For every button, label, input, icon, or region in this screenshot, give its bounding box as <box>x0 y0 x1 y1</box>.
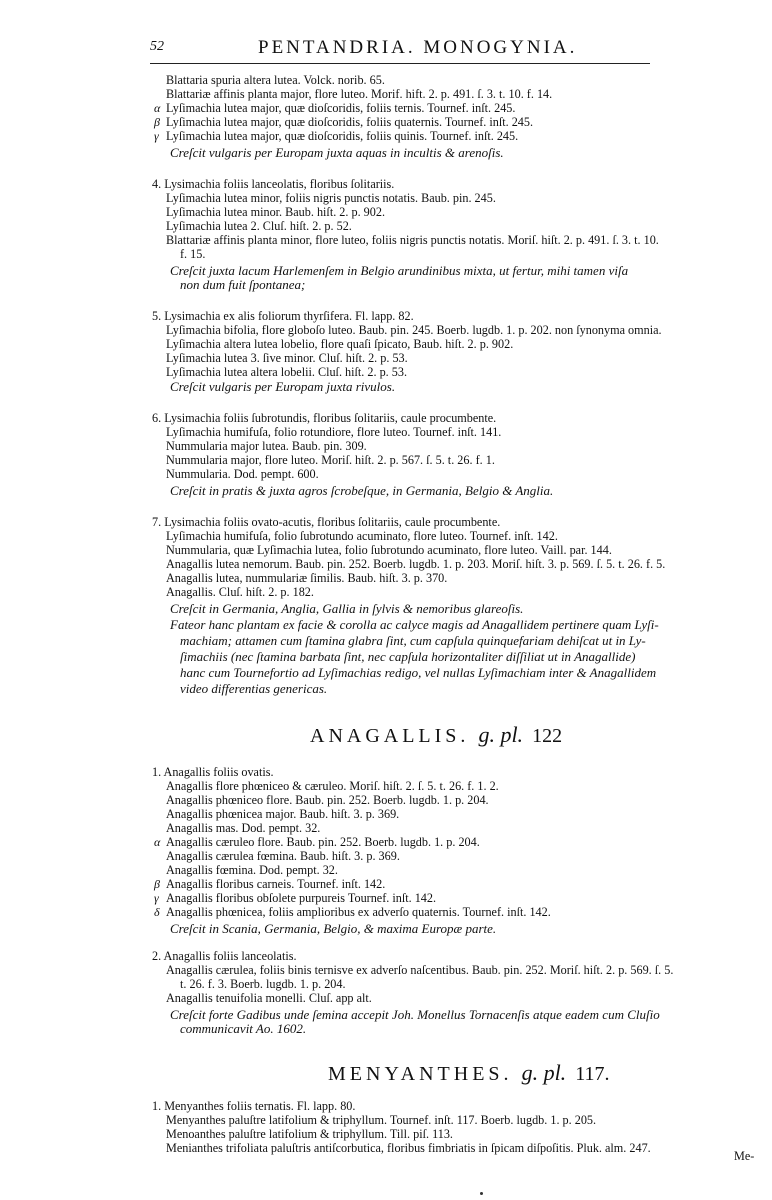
entry-line: Lyſimachia lutea minor. Baub. hiſt. 2. p. 902. <box>166 205 386 219</box>
entry-line: Lyſimachia lutea 2. Cluſ. hiſt. 2. p. 52. <box>166 219 352 233</box>
entry-line: Anagallis. Cluſ. hiſt. 2. p. 182. <box>166 585 314 599</box>
species-heading: 6. Lysimachia foliis ſubrotundis, floribus ſolitariis, caule procumbente. <box>152 411 497 425</box>
note-line: machiam; attamen cum ſtamina glabra ſint, cum capſula quinquefariam dehiſcat ut in Ly- <box>180 633 646 648</box>
entry-line: Nummularia, quæ Lyſimachia lutea, folio ſubrotundo acuminato, flore luteo. Vaill. par. 144. <box>166 543 612 557</box>
habitat-line: non dum fuit ſpontanea; <box>180 277 306 292</box>
species-heading: 1. Anagallis foliis ovatis. <box>152 765 274 779</box>
note-line: video differentias genericas. <box>180 681 328 696</box>
entry-line: Anagallis phœnicea major. Baub. hiſt. 3. p. 369. <box>166 807 400 821</box>
entry-line: Nummularia major lutea. Baub. pin. 309. <box>166 439 367 453</box>
entry-line: Lyſimachia humifuſa, folio ſubrotundo acuminato, flore luteo. Tournef. inſt. 142. <box>166 529 558 543</box>
genus-name: ANAGALLIS. <box>310 725 470 747</box>
entry-line: t. 26. f. 3. Boerb. lugdb. 1. p. 204. <box>180 977 346 991</box>
entry-line: Lyſimachia humifuſa, folio rotundiore, flore luteo. Tournef. inſt. 141. <box>166 425 502 439</box>
habitat-line: Creſcit in pratis & juxta agros ſcrobeſque, in Germania, Belgio & Anglia. <box>170 483 554 498</box>
entry-line: Anagallis cærulea fœmina. Baub. hiſt. 3. p. 369. <box>166 849 400 863</box>
entry-line: Anagallis cæruleo flore. Baub. pin. 252. Boerb. lugdb. 1. p. 204. <box>166 835 480 849</box>
species-heading: 4. Lysimachia foliis lanceolatis, floribus ſolitariis. <box>152 177 395 191</box>
species-heading: 1. Menyanthes foliis ternatis. Fl. lapp. 80. <box>152 1099 356 1113</box>
variety-marker-delta: δ <box>154 905 160 919</box>
entry-line: Anagallis tenuifolia monelli. Cluſ. app alt. <box>166 991 372 1005</box>
entry-line: Anagallis flore phœniceo & cæruleo. Moriſ. hiſt. 2. ſ. 5. t. 26. f. 1. 2. <box>166 779 499 793</box>
habitat-line: Creſcit in Germania, Anglia, Gallia in ſylvis & nemoribus glareoſis. <box>170 601 524 616</box>
genus-ref: g. pl. <box>521 1060 567 1085</box>
variety-marker-alpha: α <box>154 835 161 849</box>
species-heading: 7. Lysimachia foliis ovato-acutis, floribus ſolitariis, caule procumbente. <box>152 515 501 529</box>
entry-line: Menoanthes paluſtre latifolium & triphyllum. Till. piſ. 113. <box>166 1127 453 1141</box>
entry-line: Blattaria spuria altera lutea. Volck. norib. 65. <box>166 73 385 87</box>
genus-number: 117. <box>575 1063 610 1085</box>
species-heading: 5. Lysimachia ex alis foliorum thyrſifera. Fl. lapp. 82. <box>152 309 414 323</box>
entry-line: Anagallis phœnicea, foliis amplioribus ex adverſo quaternis. Tournef. inſt. 142. <box>166 905 551 919</box>
genus-number: 122 <box>532 725 563 747</box>
note-line: hanc cum Tournefortio ad Lyſimachias redigo, vel nullas Lyſimachiam inter & Anagallidem <box>180 665 657 680</box>
entry-line: f. 15. <box>180 247 206 261</box>
entry-line: Lyſimachia lutea major, quæ dioſcoridis, foliis ternis. Tournef. inſt. 245. <box>166 101 516 115</box>
entry-line: Blattariæ affinis planta major, flore luteo. Morif. hift. 2. p. 491. ſ. 3. t. 10. f. 14. <box>166 87 553 101</box>
genus-ref: g. pl. <box>478 722 524 747</box>
entry-line: Anagallis floribus carneis. Tournef. inſt. 142. <box>166 877 386 891</box>
entry-line: Menyanthes paluſtre latifolium & triphyllum. Tournef. inſt. 117. Boerb. lugdb. 1. p. 205. <box>166 1113 597 1127</box>
genus-heading-anagallis <box>310 724 562 746</box>
habitat-line: Creſcit forte Gadibus unde ſemina accepit Joh. Monellus Tornacenſis atque eadem cum Cluſio <box>170 1007 660 1022</box>
variety-marker-alpha: α <box>154 101 161 115</box>
entry-line: Nummularia. Dod. pempt. 600. <box>166 467 319 481</box>
catchword: Me- <box>734 1149 755 1163</box>
variety-marker-gamma: γ <box>154 891 159 905</box>
entry-line: Anagallis lutea nemorum. Baub. pin. 252. Boerb. lugdb. 1. p. 203. Moriſ. hiſt. 3. p. 569. ſ. 5. t. 26. f. 5. <box>166 557 666 571</box>
habitat-line: Creſcit vulgaris per Europam juxta rivulos. <box>170 379 396 394</box>
genus-heading-menyanthes <box>328 1062 609 1084</box>
entry-line: Anagallis fœmina. Dod. pempt. 32. <box>166 863 338 877</box>
entry-line: Lyſimachia lutea altera lobelii. Cluſ. hiſt. 2. p. 53. <box>166 365 407 379</box>
page-speck <box>480 1192 483 1195</box>
running-title: PENTANDRIA. MONOGYNIA. <box>258 37 578 58</box>
entry-line: Lyſimachia bifolia, flore globoſo luteo. Baub. pin. 245. Boerb. lugdb. 1. p. 202. non ſynonyma omnia. <box>166 323 662 337</box>
entry-line: Anagallis lutea, nummulariæ ſimilis. Baub. hiſt. 3. p. 370. <box>166 571 448 585</box>
header-rule <box>150 63 650 64</box>
habitat-line: Creſcit juxta lacum Harlemenſem in Belgio arundinibus mixta, ut fertur, mihi tamen viſa <box>170 263 629 278</box>
note-line: Fateor hanc plantam ex facie & corolla ac calyce magis ad Anagallidem pertinere quam Lyſi- <box>170 617 659 632</box>
entry-line: Anagallis floribus obſolete purpureis Tournef. inſt. 142. <box>166 891 437 905</box>
entry-line: Anagallis mas. Dod. pempt. 32. <box>166 821 321 835</box>
entry-line: Nummularia major, flore luteo. Moriſ. hiſt. 2. p. 567. ſ. 5. t. 26. f. 1. <box>166 453 495 467</box>
species-heading: 2. Anagallis foliis lanceolatis. <box>152 949 297 963</box>
habitat-line: communicavit Ao. 1602. <box>180 1021 307 1036</box>
genus-name: MENYANTHES. <box>328 1063 513 1085</box>
entry-line: Lyſimachia lutea major, quæ dioſcoridis, foliis quinis. Tournef. inſt. 245. <box>166 129 519 143</box>
habitat-line: Creſcit vulgaris per Europam juxta aquas in incultis & arenoſis. <box>170 145 504 160</box>
entry-line: Blattariæ affinis planta minor, flore luteo, foliis nigris punctis notatis. Moriſ. hiſt. 2. p. 491. ſ. 3. t. 10. <box>166 233 659 247</box>
habitat-line: Creſcit in Scania, Germania, Belgio, & maxima Europæ parte. <box>170 921 497 936</box>
entry-line: Lyſimachia lutea 3. ſive minor. Cluſ. hiſt. 2. p. 53. <box>166 351 408 365</box>
entry-line: Anagallis cærulea, foliis binis ternisve ex adverſo naſcentibus. Baub. pin. 252. Moriſ. hiſt. 2. p. 569. ſ. 5. <box>166 963 674 977</box>
entry-line: Lyſimachia lutea minor, foliis nigris punctis notatis. Baub. pin. 245. <box>166 191 496 205</box>
variety-marker-beta: β <box>154 115 160 129</box>
variety-marker-gamma: γ <box>154 129 159 143</box>
variety-marker-beta: β <box>154 877 160 891</box>
entry-line: Menianthes trifoliata paluſtris antiſcorbutica, floribus fimbriatis in ſpicam diſpoſitis. Pluk. alm. 247. <box>166 1141 651 1155</box>
entry-line: Lyſimachia lutea major, quæ dioſcoridis, foliis quaternis. Tournef. inſt. 245. <box>166 115 534 129</box>
entry-line: Anagallis phœniceo flore. Baub. pin. 252. Boerb. lugdb. 1. p. 204. <box>166 793 489 807</box>
entry-line: Lyſimachia altera lutea lobelio, flore quaſi ſpicato, Baub. hiſt. 2. p. 902. <box>166 337 514 351</box>
page-number: 52 <box>150 39 164 54</box>
note-line: ſimachiis (nec ſtamina barbata ſint, nec capſula horizontaliter diſſiliat ut in Anagallide) <box>180 649 636 664</box>
